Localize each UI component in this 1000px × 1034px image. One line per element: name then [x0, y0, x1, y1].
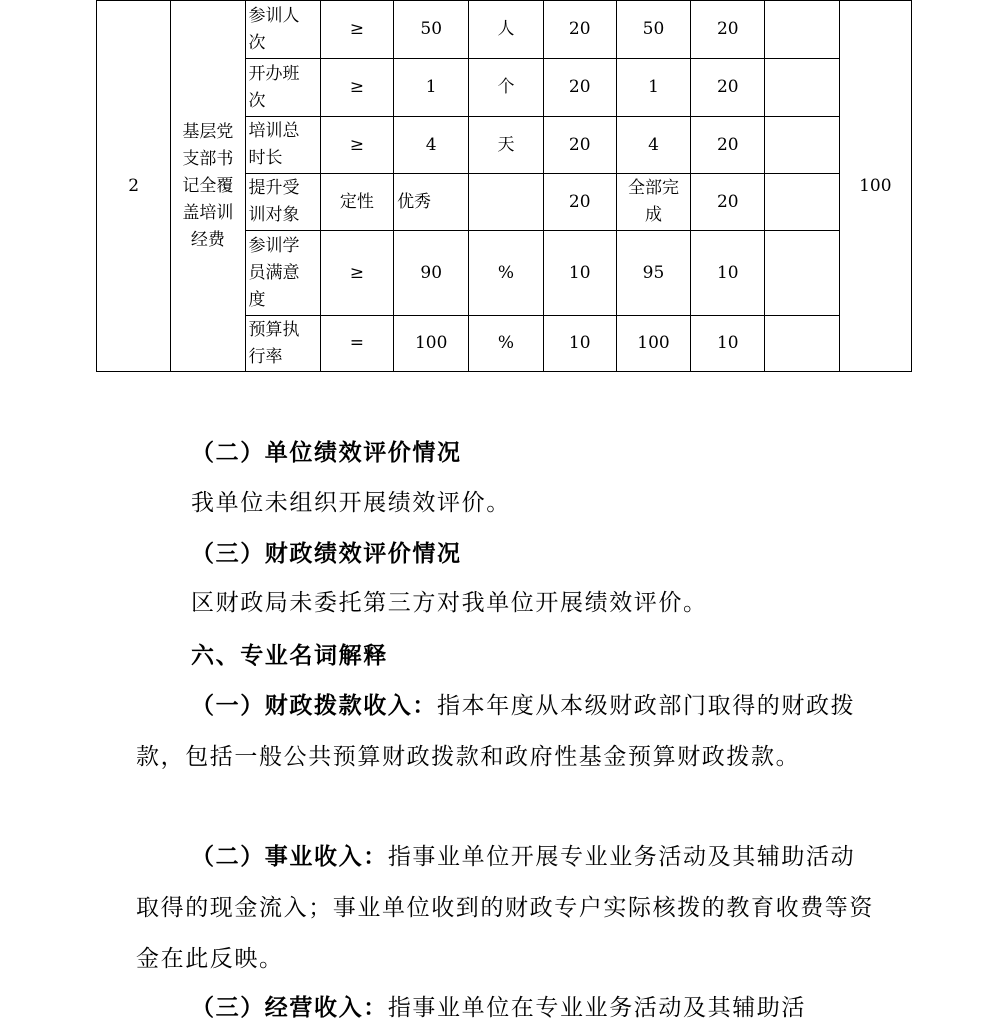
score: 10	[691, 231, 765, 316]
unit-eval-heading: （二）单位绩效评价情况	[191, 439, 462, 466]
total-score: 100	[839, 1, 911, 372]
weight: 20	[543, 174, 616, 231]
performance-table	[96, 0, 912, 372]
finance-eval-heading: （三）财政绩效评价情况	[191, 540, 462, 567]
indicator-name: 提升受训对象	[245, 174, 320, 231]
weight: 20	[543, 59, 616, 117]
finance-eval-text: 区财政局未委托第三方对我单位开展绩效评价。	[191, 590, 708, 616]
indicator-name: 预算执行率	[245, 316, 320, 372]
glossary-heading: 六、专业名词解释	[191, 642, 388, 669]
actual-value: 50	[616, 1, 690, 59]
score: 20	[691, 59, 765, 117]
unit: %	[469, 316, 543, 372]
operator: ≥	[320, 1, 393, 59]
indicator-name: 参训学员满意度	[245, 231, 320, 316]
indicator-name: 培训总时长	[245, 117, 320, 174]
actual-value: 4	[616, 117, 690, 174]
score: 20	[691, 174, 765, 231]
target-value: 90	[394, 231, 469, 316]
term-label: （三）经营收入：	[191, 994, 388, 1021]
operator: ≥	[320, 231, 393, 316]
note	[765, 117, 839, 174]
project-name: 基层党支部书记全覆盖培训经费	[171, 1, 245, 372]
weight: 20	[543, 117, 616, 174]
weight: 10	[543, 231, 616, 316]
operator: 定性	[320, 174, 393, 231]
indicator-name: 参训人次	[245, 1, 320, 59]
unit: 天	[469, 117, 543, 174]
unit: 人	[469, 1, 543, 59]
term-business-income	[136, 831, 876, 985]
term-definition: 指事业单位在专业业务活动及其辅助活	[387, 995, 807, 1021]
actual-value: 95	[616, 231, 690, 316]
score: 10	[691, 316, 765, 372]
note	[765, 174, 839, 231]
operator: ≥	[320, 117, 393, 174]
term-definition: 指事业单位开展专业业务活动及其辅助活动取得的现金流入；事业单位收到的财政专户实际核拨的教育收费等资金在此反映。	[136, 844, 874, 972]
unit	[469, 174, 543, 231]
unit: %	[469, 231, 543, 316]
term-financial-appropriation	[136, 680, 876, 783]
term-operating-income	[136, 982, 876, 1034]
weight: 20	[543, 1, 616, 59]
operator: ≥	[320, 59, 393, 117]
note	[765, 59, 839, 117]
term-label: （一）财政拨款收入：	[191, 692, 437, 719]
actual-value: 1	[616, 59, 690, 117]
table-row	[97, 1, 912, 59]
actual-value: 全部完成	[616, 174, 690, 231]
note	[765, 1, 839, 59]
operator: =	[320, 316, 393, 372]
unit-eval-text: 我单位未组织开展绩效评价。	[191, 490, 511, 516]
weight: 10	[543, 316, 616, 372]
indicator-name: 开办班次	[245, 59, 320, 117]
note	[765, 316, 839, 372]
target-value: 100	[394, 316, 469, 372]
note	[765, 231, 839, 316]
term-label: （二）事业收入：	[191, 843, 388, 870]
target-value: 50	[394, 1, 469, 59]
term-definition: 指本年度从本级财政部门取得的财政拨款，包括一般公共预算财政拨款和政府性基金预算财政拨款。	[136, 693, 856, 770]
target-value: 优秀	[394, 174, 469, 231]
target-value: 4	[394, 117, 469, 174]
actual-value: 100	[616, 316, 690, 372]
target-value: 1	[394, 59, 469, 117]
unit: 个	[469, 59, 543, 117]
score: 20	[691, 1, 765, 59]
score: 20	[691, 117, 765, 174]
row-number: 2	[97, 1, 171, 372]
